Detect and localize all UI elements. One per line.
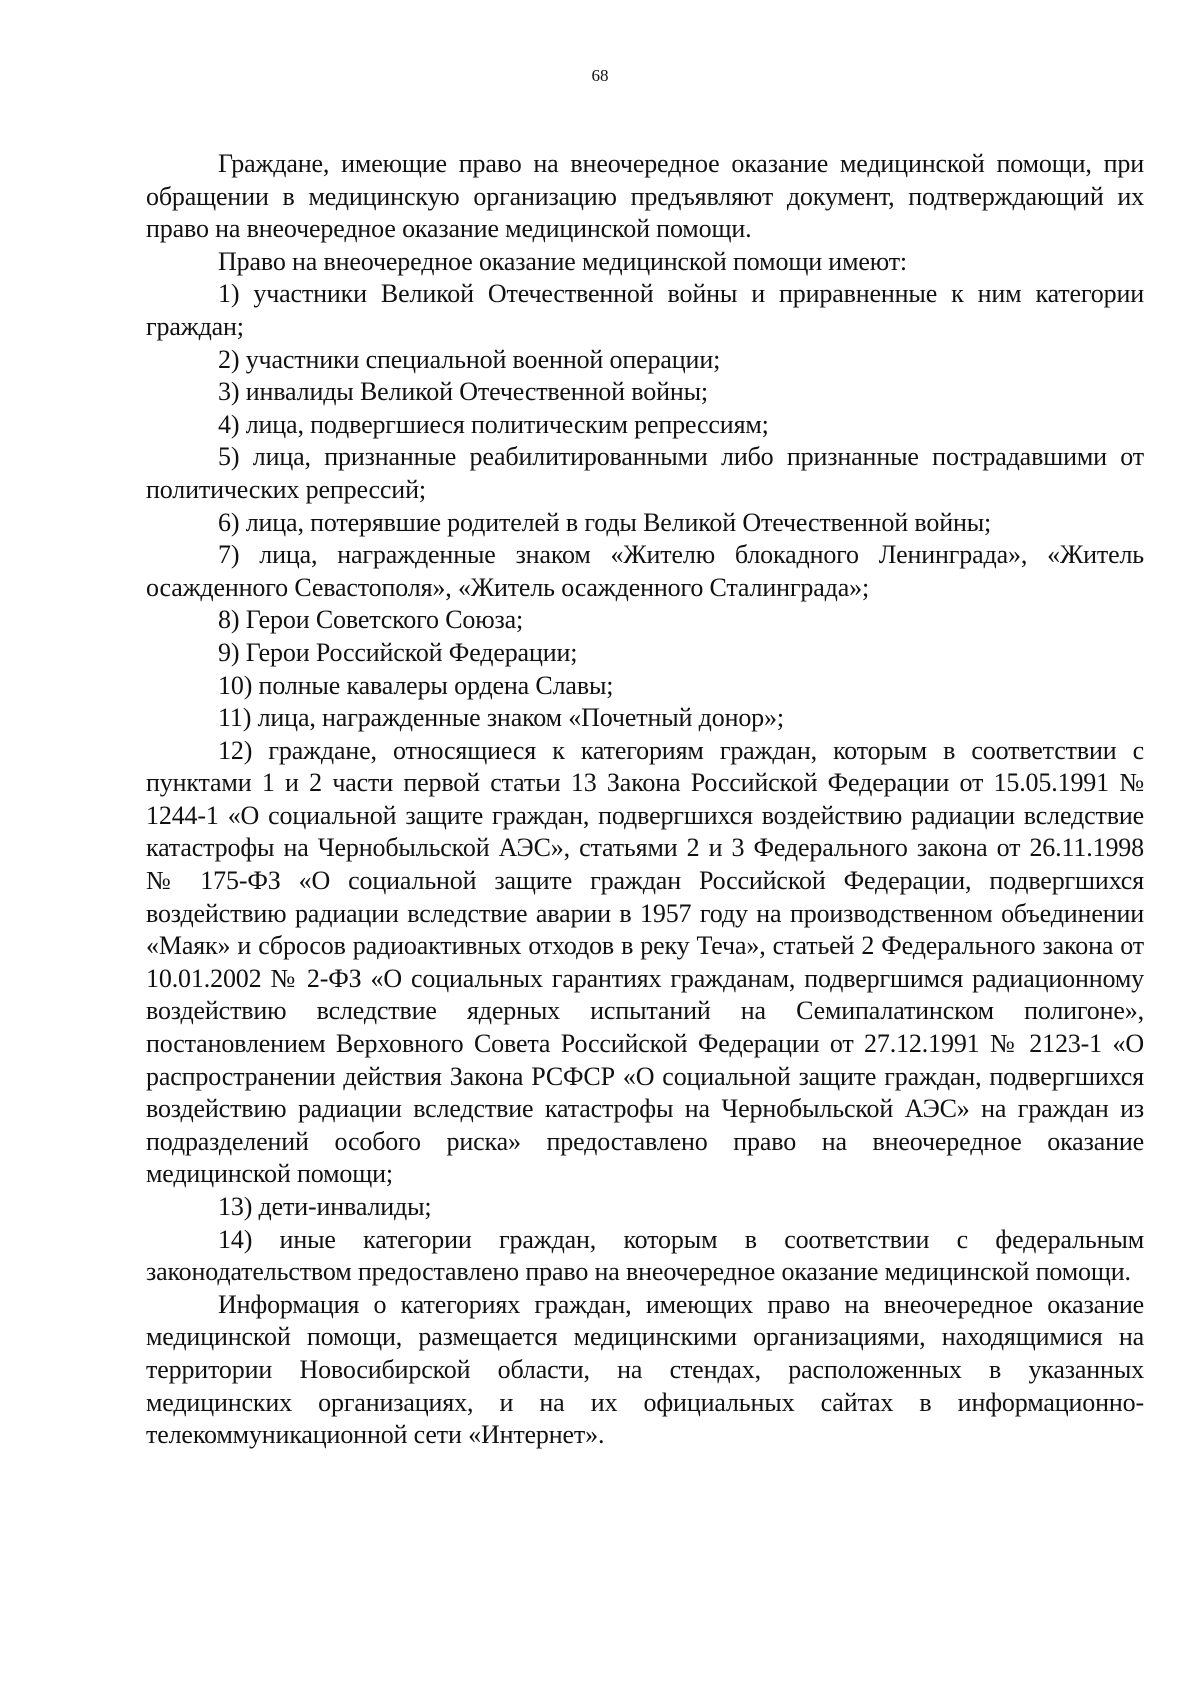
paragraph-intro: Граждане, имеющие право на внеочередное оказание медицинской помощи, при обращении в медицинскую организацию предъявляют документ, подтверждающий их право на внеочередное оказание медицинской помощи.	[146, 149, 1144, 244]
list-item-7: 7) лица, награжденные знаком «Жителю блокадного Ленинграда», «Житель осажденного Севастополя», «Житель осажденного Сталинграда»;	[146, 540, 1144, 602]
paragraph-list-heading: Право на внеочередное оказание медицинской помощи имеют:	[218, 246, 907, 276]
list-item-3: 3) инвалиды Великой Отечественной войны;	[218, 377, 708, 407]
list-item-10: 10) полные кавалеры ордена Славы;	[218, 670, 614, 700]
list-item-14: 14) иные категории граждан, которым в соответствии с федеральным законодательством предоставлено право на внеочередное оказание медицинской помощи.	[146, 1224, 1144, 1287]
list-item-13: 13) дети-инвалиды;	[218, 1192, 432, 1221]
page-number: 68	[591, 66, 609, 85]
list-item-1: 1) участники Великой Отечественной войны и приравненные к ним категории граждан;	[146, 279, 1144, 341]
list-item-5: 5) лица, признанные реабилитированными либо признанные пострадавшими от политических репрессий;	[146, 442, 1144, 504]
list-item-2: 2) участники специальной военной операции;	[218, 344, 721, 374]
list-item-4: 4) лица, подвергшиеся политическим репрессиям;	[218, 409, 769, 439]
list-item-8: 8) Герои Советского Союза;	[218, 605, 524, 635]
list-item-9: 9) Герои Российской Федерации;	[218, 637, 578, 667]
list-item-6: 6) лица, потерявшие родителей в годы Великой Отечественной войны;	[218, 507, 992, 537]
document-body	[146, 148, 1144, 1452]
list-item-12: 12) граждане, относящиеся к категориям граждан, которым в соответствии с пунктами 1 и 2 части первой статьи 13 Закона Российской Федерации от 15.05.1991 № 1244-1 «О социальной защите граждан, подвергшихся воздействию радиации вследствие катастрофы на Чернобыльской АЭС», статьями 2 и 3 Федерального закона от 26.11.1998 № 175-ФЗ «О социальной защите граждан Российской Федерации, подвергшихся воздействию радиации вследствие аварии в 1957 году на производственном объединении «Маяк» и сбросов радиоактивных отходов в реку Теча», статьей 2 Федерального закона от 10.01.2002 № 2-ФЗ «О социальных гарантиях гражданам, подвергшимся радиационному воздействию вследствие ядерных испытаний на Семипалатинском полигоне», постановлением Верховного Совета Российской Федерации от 27.12.1991 № 2123-1 «О распространении действия Закона РСФСР «О социальной защите граждан, подвергшихся воздействию радиации вследствие катастрофы на Чернобыльской АЭС» на граждан из подразделений особого риска» предоставлено право на внеочередное оказание медицинской помощи;	[146, 735, 1144, 1189]
paragraph-information: Информация о категориях граждан, имеющих право на внеочередное оказание медицинской помощи, размещается медицинскими организациями, находящимися на территории Новосибирской области, на стендах, расположенных в указанных медицинских организациях, и на их официальных сайтах в информационно-телекоммуникационной сети «Интернет».	[146, 1289, 1144, 1450]
list-item-11: 11) лица, награжденные знаком «Почетный донор»;	[218, 703, 784, 733]
